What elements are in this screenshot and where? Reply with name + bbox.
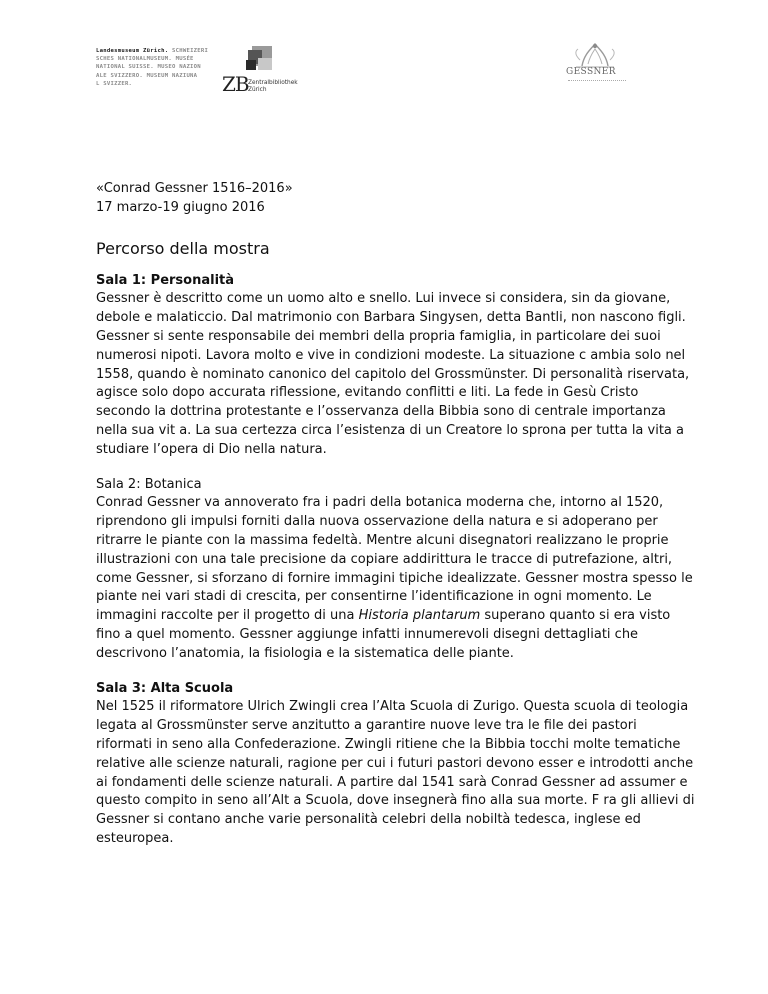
- zb-logo-mark-icon: [244, 44, 274, 74]
- section-sala-1: [96, 272, 696, 460]
- landesmuseum-logo-line: SCHES NATIONALMUSEUM. MUSÉE: [96, 56, 194, 63]
- zb-logo-letters: ZB: [222, 72, 249, 96]
- zb-logo: [222, 44, 302, 114]
- section-body: Gessner è descritto come un uomo alto e snello. Lui invece si considera, sin da giovane, debole e malaticcio. Dal matrimonio con Barbara Singysen, detta Bantli, non nascono figli. Gessner si sente responsabile dei membri della propria famiglia, in particolare dei suoi numerosi nipoti. Lavora molto e vive in condizioni modeste. La situazione c ambia solo nel 1558, quando è nominato canonico del capitolo del Grossmünster. Di personalità riservata, agisce solo dopo accurata riflessione, evitando conflitti e liti. La fede in Gesù Cristo secondo la dottrina protestante e l’osservanza della Bibbia sono di centrale importanza nella sua vit a. La sua certezza circa l’esistenza di un Creatore lo sprona per tutta la vita a studiare l’opera di Dio nella natura.: [96, 291, 690, 457]
- zb-logo-name-line: Zentralbibliothek: [248, 80, 298, 86]
- section-title: Sala 1: Personalità: [96, 272, 235, 288]
- section-title: Sala 2: Botanica: [96, 476, 202, 492]
- section-sala-3: [96, 680, 696, 849]
- landesmuseum-logo-line: NATIONAL SUISSE. MUSEO NAZION: [96, 64, 201, 71]
- section-body: [96, 494, 696, 663]
- gessner-logo: [562, 40, 628, 96]
- exhibition-title: «Conrad Gessner 1516–2016»: [96, 181, 293, 196]
- zb-logo-name-line: Zürich: [248, 87, 267, 93]
- landesmuseum-logo: [96, 47, 214, 88]
- main-heading: Percorso della mostra: [96, 238, 270, 258]
- section-body-text: Conrad Gessner va annoverato fra i padri della botanica moderna che, intorno al 1520, riprendono gli impulsi forniti dalla nuova osservazione della natura e si adoperano per ritrarre le piante con la massima fedeltà. Mentre alcuni disegnatori realizzano le proprie illustrazioni con una tale precisione da copiare addirittura le tracce di putrefazione, altri, come Gessner, si sforzano di fornire immagini tipiche idealizzate. Gessner mostra spesso le piante nei vari stadi di crescita, per consentirne l’identificazione in ogni momento. Le immagini raccolte per il progetto di una: [96, 495, 693, 624]
- landesmuseum-logo-lead: Landesmuseum Zürich.: [96, 48, 169, 54]
- exhibition-dates: 17 marzo-19 giugno 2016: [96, 199, 265, 215]
- landesmuseum-logo-line: Landesmuseum Zürich. SCHWEIZERI: [96, 48, 209, 54]
- landesmuseum-logo-line: ALE SVIZZERO. MUSEUM NAZIUNA: [96, 72, 198, 79]
- section-body-text: superano quanto si era visto fino a quel momento. Gessner aggiunge infatti innumerevoli disegni dettagliati che descrivono l’anatomia, la fisiologia e la sistematica delle piante.: [96, 608, 671, 661]
- gessner-logo-word: GESSNER: [566, 67, 616, 77]
- zb-logo-name: [248, 80, 298, 94]
- landesmuseum-logo-line: L SVIZZER.: [96, 80, 133, 87]
- section-title: Sala 3: Alta Scuola: [96, 680, 234, 696]
- gessner-logo-underline: [568, 80, 626, 84]
- italic-title: Historia plantarum: [358, 608, 481, 624]
- gessner-emblem-icon: [562, 40, 628, 70]
- document-body: [96, 180, 696, 849]
- section-sala-2: [96, 476, 696, 664]
- section-body: Nel 1525 il riformatore Ulrich Zwingli crea l’Alta Scuola di Zurigo. Questa scuola di teologia legata al Grossmünster serve anzitutto a garantire nuove leve tra le file dei pastori riformati in seno alla Confederazione. Zwingli ritiene che la Bibbia tocchi molte tematiche relative alle scienze naturali, ragione per cui i futuri pastori devono esser e introdotti anche ai fondamenti delle scienze naturali. A partire dal 1541 sarà Conrad Gessner ad assumer e questo compito in seno all’Alt a Scuola, dove insegnerà fino alla sua morte. F ra gli allievi di Gessner si contano anche varie personalità celebri della nobiltà tedesca, inglese ed esteuropea.: [96, 699, 695, 846]
